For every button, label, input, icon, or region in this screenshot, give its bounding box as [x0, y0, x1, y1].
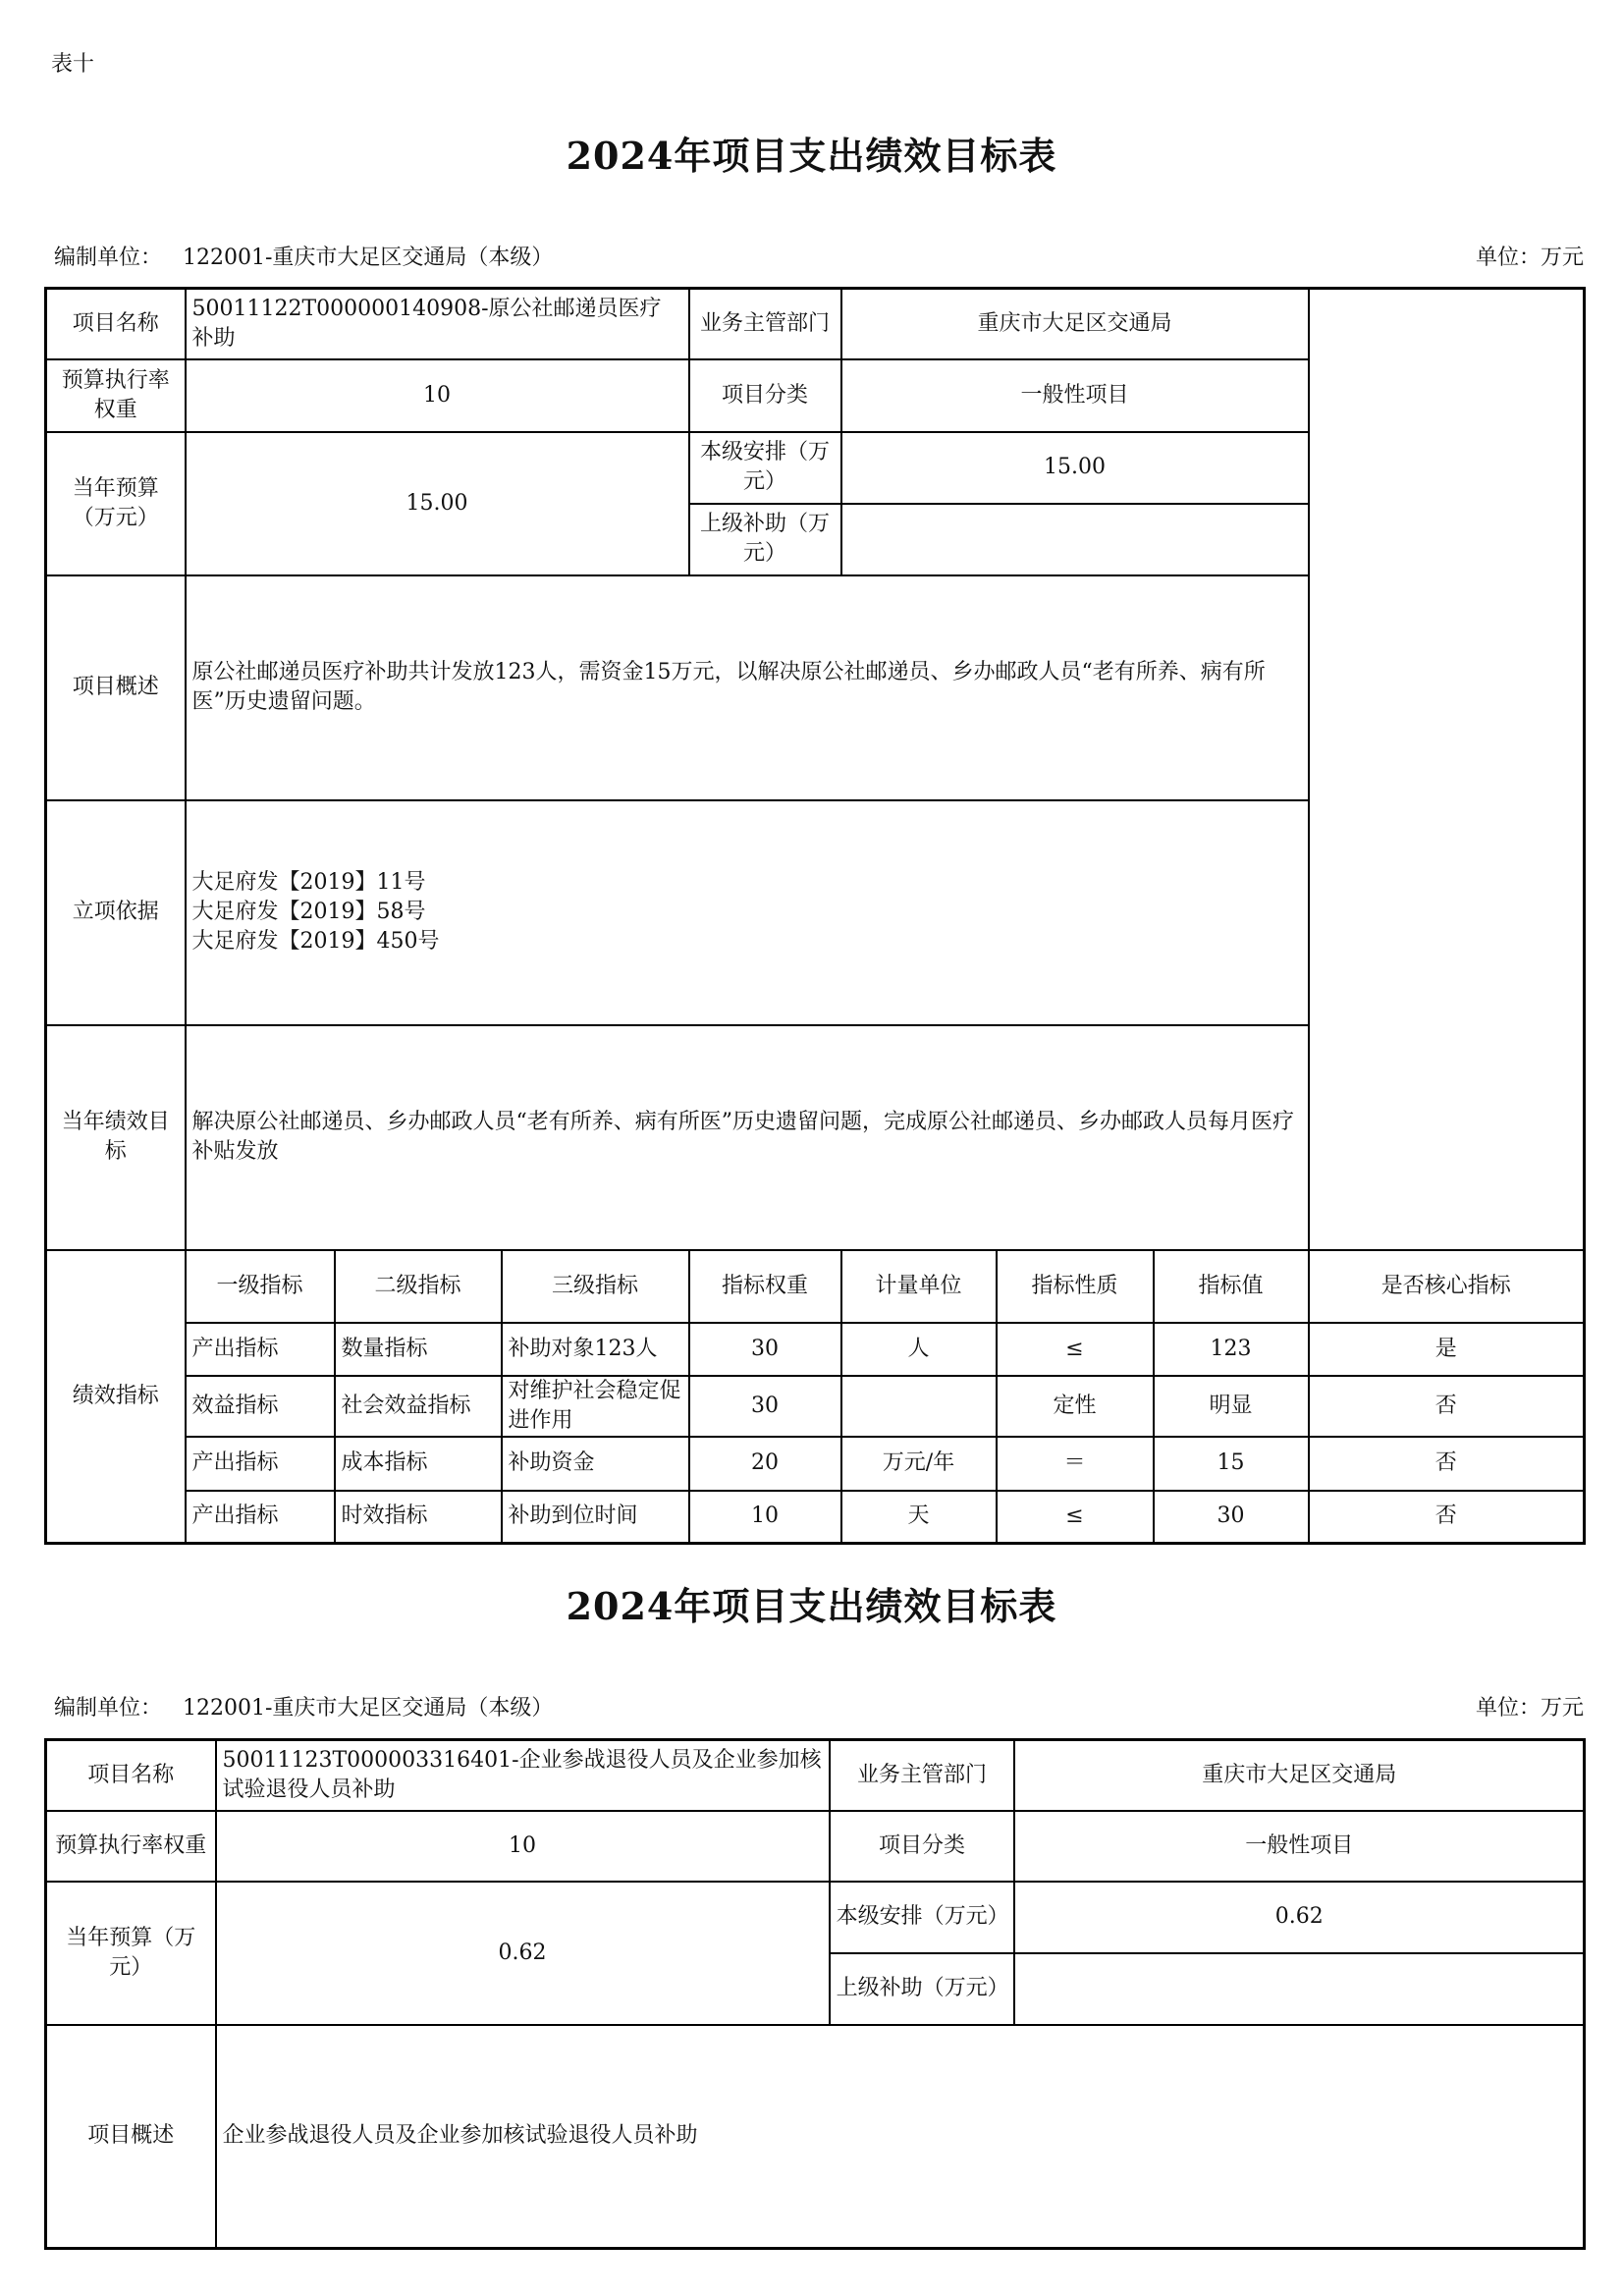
org-label: 编制单位： [54, 246, 163, 270]
goal-label: 当年绩效目标 [46, 1025, 186, 1250]
dept-value: 重庆市大足区交通局 [1014, 1740, 1584, 1811]
indicator-cell: 效益指标 [186, 1376, 335, 1437]
local-value: 15.00 [841, 432, 1309, 504]
indicator-header: 指标值 [1154, 1250, 1309, 1323]
overview-label: 项目概述 [46, 2025, 216, 2249]
table-2-title: 2024年项目支出绩效目标表 [566, 1584, 1057, 1628]
dept-label: 业务主管部门 [689, 289, 841, 359]
unit-label: 单位：万元 [1475, 1696, 1584, 1721]
upper-value [841, 504, 1309, 575]
weight-row [46, 1811, 1585, 1882]
overview-label: 项目概述 [46, 575, 186, 800]
indicator-cell: 成本指标 [335, 1437, 502, 1491]
indicator-cell: 否 [1309, 1491, 1585, 1544]
org-value: 122001-重庆市大足区交通局（本级） [183, 246, 554, 270]
budget-row [46, 1882, 1585, 1953]
indicator-cell: 30 [1154, 1491, 1309, 1544]
table-number-label: 表十 [51, 52, 95, 77]
budget-label: 当年预算（万元） [46, 1882, 216, 2025]
project-name-label: 项目名称 [46, 289, 186, 359]
goal-text: 解决原公社邮递员、乡办邮政人员“老有所养、病有所医”历史遗留问题，完成原公社邮递员、乡办邮政人员每月医疗补贴发放 [186, 1025, 1309, 1250]
indicator-cell: 10 [689, 1491, 841, 1544]
project-name-row [46, 1740, 1585, 1811]
indicator-row [46, 1376, 1585, 1437]
table-1-title: 2024年项目支出绩效目标表 [566, 134, 1057, 178]
indicator-cell: 是 [1309, 1323, 1585, 1376]
indicator-cell: 万元/年 [841, 1437, 997, 1491]
indicator-cell [841, 1376, 997, 1437]
indicator-cell: 补助资金 [502, 1437, 689, 1491]
category-value: 一般性项目 [1014, 1811, 1584, 1882]
org-label: 编制单位： [54, 1696, 163, 1721]
indicator-cell: 产出指标 [186, 1491, 335, 1544]
indicator-header: 一级指标 [186, 1250, 335, 1323]
indicator-cell: 天 [841, 1491, 997, 1544]
table-1-meta [54, 241, 1584, 271]
project-name-value: 50011122T000000140908-原公社邮递员医疗补助 [186, 289, 689, 359]
indicator-cell: 123 [1154, 1323, 1309, 1376]
overview-row [46, 2025, 1585, 2249]
indicator-row [46, 1323, 1585, 1376]
indicator-cell: 补助对象123人 [502, 1323, 689, 1376]
project-name-label: 项目名称 [46, 1740, 216, 1811]
project-name-value: 50011123T000003316401-企业参战退役人员及企业参加核试验退役人员补助 [216, 1740, 830, 1811]
upper-label: 上级补助（万元） [830, 1953, 1015, 2025]
indicators-label: 绩效指标 [46, 1250, 186, 1544]
indicator-cell: 补助到位时间 [502, 1491, 689, 1544]
basis-lines [186, 800, 1309, 1025]
weight-label: 预算执行率权重 [46, 359, 186, 432]
org-value: 122001-重庆市大足区交通局（本级） [183, 1696, 554, 1721]
upper-label: 上级补助（万元） [689, 504, 841, 575]
indicator-cell: 人 [841, 1323, 997, 1376]
indicator-cell: 明显 [1154, 1376, 1309, 1437]
overview-row [46, 575, 1585, 800]
local-label: 本级安排（万元） [830, 1882, 1015, 1953]
indicator-cell: 数量指标 [335, 1323, 502, 1376]
project-name-row [46, 289, 1585, 359]
weight-value: 10 [216, 1811, 830, 1882]
indicator-row [46, 1491, 1585, 1544]
indicator-cell: 产出指标 [186, 1323, 335, 1376]
indicator-header: 指标权重 [689, 1250, 841, 1323]
indicator-cell: 20 [689, 1437, 841, 1491]
goal-row [46, 1025, 1585, 1250]
indicator-cell: 时效指标 [335, 1491, 502, 1544]
overview-text: 原公社邮递员医疗补助共计发放123人，需资金15万元，以解决原公社邮递员、乡办邮政人员“老有所养、病有所医”历史遗留问题。 [186, 575, 1309, 800]
upper-value [1014, 1953, 1584, 2025]
indicator-row [46, 1437, 1585, 1491]
indicator-cell: 30 [689, 1376, 841, 1437]
budget-label: 当年预算（万元） [46, 432, 186, 575]
performance-table-2 [44, 1738, 1586, 2250]
basis-line: 大足府发【2019】450号 [191, 929, 440, 954]
indicator-cell: 产出指标 [186, 1437, 335, 1491]
indicator-cell: 15 [1154, 1437, 1309, 1491]
indicator-cell: ≤ [997, 1323, 1154, 1376]
indicator-cell: 30 [689, 1323, 841, 1376]
category-label: 项目分类 [830, 1811, 1015, 1882]
dept-value: 重庆市大足区交通局 [841, 289, 1309, 359]
indicator-cell: ＝ [997, 1437, 1154, 1491]
unit-label: 单位：万元 [1475, 246, 1584, 270]
basis-row [46, 800, 1585, 1025]
local-label: 本级安排（万元） [689, 432, 841, 504]
indicator-cell: 否 [1309, 1437, 1585, 1491]
indicator-cell: 否 [1309, 1376, 1585, 1437]
indicator-header: 二级指标 [335, 1250, 502, 1323]
indicator-header: 计量单位 [841, 1250, 997, 1323]
indicator-cell: ≤ [997, 1491, 1154, 1544]
basis-label: 立项依据 [46, 800, 186, 1025]
indicator-cell: 定性 [997, 1376, 1154, 1437]
dept-label: 业务主管部门 [830, 1740, 1015, 1811]
indicator-header-row [46, 1250, 1585, 1323]
indicator-cell: 对维护社会稳定促进作用 [502, 1376, 689, 1437]
weight-value: 10 [186, 359, 689, 432]
basis-line: 大足府发【2019】58号 [191, 900, 426, 924]
budget-row [46, 432, 1585, 504]
indicator-header: 指标性质 [997, 1250, 1154, 1323]
performance-table-1 [44, 287, 1586, 1545]
category-label: 项目分类 [689, 359, 841, 432]
budget-value: 15.00 [186, 432, 689, 575]
weight-row [46, 359, 1585, 432]
local-value: 0.62 [1014, 1882, 1584, 1953]
weight-label: 预算执行率权重 [46, 1811, 216, 1882]
budget-value: 0.62 [216, 1882, 830, 2025]
table-2-meta [54, 1691, 1584, 1722]
overview-text: 企业参战退役人员及企业参加核试验退役人员补助 [216, 2025, 1585, 2249]
indicator-cell: 社会效益指标 [335, 1376, 502, 1437]
indicator-header: 是否核心指标 [1309, 1250, 1585, 1323]
basis-line: 大足府发【2019】11号 [191, 870, 426, 895]
category-value: 一般性项目 [841, 359, 1309, 432]
indicator-header: 三级指标 [502, 1250, 689, 1323]
